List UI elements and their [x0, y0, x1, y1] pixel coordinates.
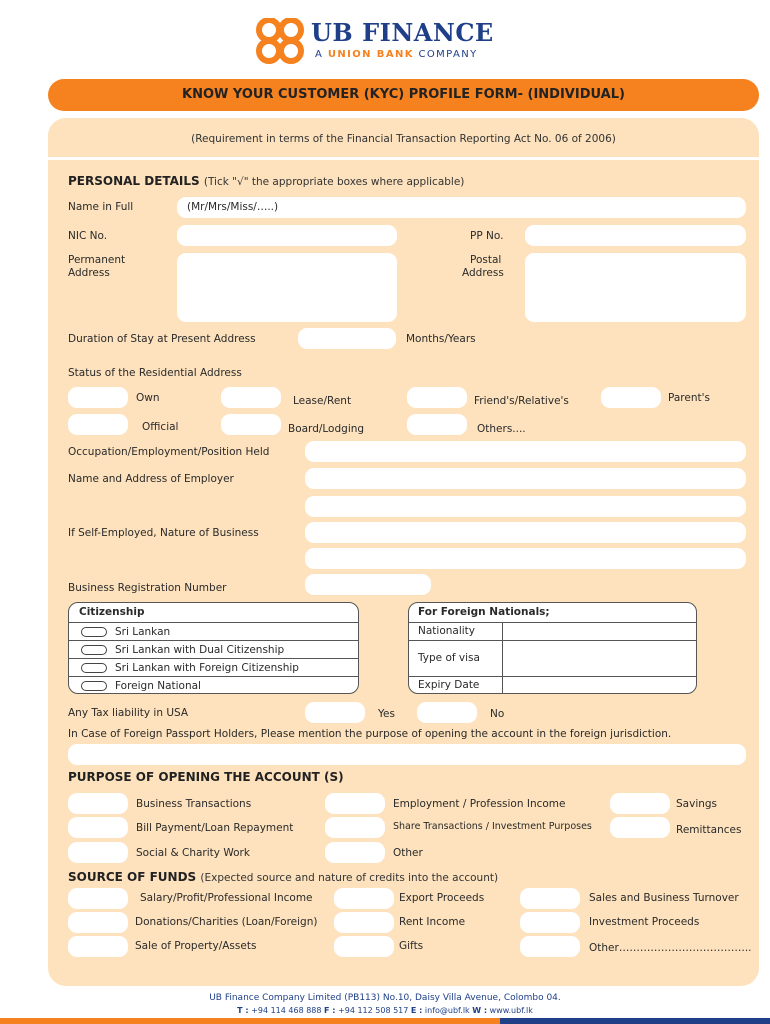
source-rent-label: Rent Income: [399, 916, 466, 928]
citizenship-option-label: Foreign National: [115, 680, 201, 692]
source-donations-checkbox[interactable]: [68, 912, 128, 933]
brn-label: Business Registration Number: [68, 582, 227, 594]
citizenship-option-sri-lankan[interactable]: [69, 622, 358, 640]
footer-email: info@ubf.lk: [424, 1006, 470, 1015]
table-divider: [409, 622, 696, 623]
status-parents-checkbox[interactable]: [601, 387, 661, 408]
status-friends-checkbox[interactable]: [407, 387, 467, 408]
citizenship-option-label: Sri Lankan with Foreign Citizenship: [115, 662, 299, 674]
citizenship-heading: Citizenship: [79, 606, 145, 618]
brand-subtitle: [315, 49, 478, 60]
pp-label: PP No.: [470, 230, 504, 242]
requirement-note: (Requirement in terms of the Financial Transaction Reporting Act No. 06 of 2006): [48, 118, 759, 160]
purpose-remittances-label: Remittances: [676, 824, 742, 836]
employer-field-2[interactable]: [305, 496, 746, 517]
citizenship-option-foreign-national[interactable]: [69, 676, 358, 694]
brand-sub-suffix: COMPANY: [418, 49, 478, 60]
source-heading-text: SOURCE OF FUNDS: [68, 870, 197, 884]
self-employed-field-2[interactable]: [305, 548, 746, 569]
occupation-field[interactable]: [305, 441, 746, 462]
source-export-label: Export Proceeds: [399, 892, 485, 904]
source-export-checkbox[interactable]: [334, 888, 394, 909]
purpose-remittances-checkbox[interactable]: [610, 817, 670, 838]
footer-email-label: E :: [410, 1006, 423, 1015]
pp-field[interactable]: [525, 225, 746, 246]
self-employed-field-1[interactable]: [305, 522, 746, 543]
status-official-checkbox[interactable]: [68, 414, 128, 435]
status-others-label: Others....: [477, 423, 526, 435]
citizenship-option-label: Sri Lankan with Dual Citizenship: [115, 644, 285, 656]
tax-no-label: No: [490, 708, 505, 720]
foreign-purpose-field[interactable]: [68, 744, 746, 765]
status-own-label: Own: [136, 392, 160, 404]
occupation-label: Occupation/Employment/Position Held: [68, 446, 270, 458]
citizenship-pill-icon[interactable]: [81, 681, 107, 691]
citizenship-pill-icon[interactable]: [81, 645, 107, 655]
footer-stripe-orange: [0, 1018, 500, 1024]
visa-type-label: Type of visa: [418, 652, 480, 664]
status-parents-label: Parent's: [668, 392, 710, 404]
brand-name: UB FINANCE: [311, 18, 494, 47]
source-donations-label: Donations/Charities (Loan/Foreign): [135, 916, 318, 928]
brand-sub-prefix: A: [315, 49, 324, 60]
source-investment-checkbox[interactable]: [520, 912, 580, 933]
table-divider: [409, 676, 696, 677]
source-sales-label: Sales and Business Turnover: [589, 892, 739, 904]
purpose-other-checkbox[interactable]: [325, 842, 385, 863]
status-boarding-label: Board/Lodging: [288, 423, 365, 435]
purpose-share-checkbox[interactable]: [325, 817, 385, 838]
purpose-business-checkbox[interactable]: [68, 793, 128, 814]
foreign-purpose-label: In Case of Foreign Passport Holders, Please mention the purpose of opening the account in the foreign jurisdiction.: [68, 728, 672, 740]
status-own-checkbox[interactable]: [68, 387, 128, 408]
footer-contacts: [0, 1006, 770, 1015]
brand-sub-highlight: UNION BANK: [327, 49, 414, 60]
tax-yes-label: Yes: [378, 708, 395, 720]
brn-field[interactable]: [305, 574, 431, 595]
name-field[interactable]: [177, 197, 746, 218]
table-divider: [502, 622, 503, 694]
footer-fax-label: F :: [324, 1006, 336, 1015]
footer-address: UB Finance Company Limited (PB113) No.10, Daisy Villa Avenue, Colombo 04.: [209, 993, 561, 1003]
tax-yes-checkbox[interactable]: [305, 702, 365, 723]
source-other-label: Other………………………………..: [589, 942, 752, 954]
tax-no-checkbox[interactable]: [417, 702, 477, 723]
nic-field[interactable]: [177, 225, 397, 246]
personal-heading-text: PERSONAL DETAILS: [68, 174, 200, 188]
purpose-other-label: Other: [393, 847, 423, 859]
duration-unit: Months/Years: [406, 333, 476, 345]
status-lease-label: Lease/Rent: [293, 395, 352, 407]
source-other-checkbox[interactable]: [520, 936, 580, 957]
source-sales-checkbox[interactable]: [520, 888, 580, 909]
citizenship-option-dual[interactable]: [69, 640, 358, 658]
purpose-social-checkbox[interactable]: [68, 842, 128, 863]
permanent-address-field[interactable]: [177, 253, 397, 322]
purpose-social-label: Social & Charity Work: [136, 847, 250, 859]
residential-status-label: Status of the Residential Address: [68, 367, 242, 379]
nationality-label: Nationality: [418, 625, 476, 637]
footer-stripe-navy: [500, 1018, 770, 1024]
footer-phone: +94 114 468 888: [251, 1006, 322, 1015]
citizenship-option-foreign-citizenship[interactable]: [69, 658, 358, 676]
form-title: KNOW YOUR CUSTOMER (KYC) PROFILE FORM- (INDIVIDUAL): [48, 79, 759, 111]
nic-label: NIC No.: [68, 230, 108, 242]
status-official-label: Official: [142, 421, 179, 433]
name-label: Name in Full: [68, 201, 134, 213]
source-heading: [68, 870, 498, 884]
source-salary-checkbox[interactable]: [68, 888, 128, 909]
source-salary-label: Salary/Profit/Professional Income: [140, 892, 313, 904]
postal-address-label-1: Postal: [470, 254, 502, 266]
status-friends-label: Friend's/Relative's: [474, 395, 569, 407]
source-property-label: Sale of Property/Assets: [135, 940, 257, 952]
duration-field[interactable]: [298, 328, 396, 349]
footer-fax: +94 112 508 517: [338, 1006, 409, 1015]
citizenship-pill-icon[interactable]: [81, 663, 107, 673]
purpose-bill-label: Bill Payment/Loan Repayment: [136, 822, 294, 834]
foreign-nationals-table: [408, 602, 697, 694]
purpose-employment-checkbox[interactable]: [325, 793, 385, 814]
source-gifts-checkbox[interactable]: [334, 936, 394, 957]
source-heading-note: (Expected source and nature of credits into the account): [200, 872, 499, 884]
purpose-savings-checkbox[interactable]: [610, 793, 670, 814]
purpose-business-label: Business Transactions: [136, 798, 252, 810]
purpose-heading: PURPOSE OF OPENING THE ACCOUNT (S): [68, 770, 344, 784]
status-others-checkbox[interactable]: [407, 414, 467, 435]
purpose-share-label: Share Transactions / Investment Purposes: [393, 821, 592, 832]
permanent-address-label-2: Address: [68, 267, 110, 279]
status-boarding-checkbox[interactable]: [221, 414, 281, 435]
footer-web-label: W :: [472, 1006, 488, 1015]
table-divider: [409, 640, 696, 641]
source-rent-checkbox[interactable]: [334, 912, 394, 933]
company-logo: [255, 16, 515, 66]
expiry-date-label: Expiry Date: [418, 679, 480, 691]
permanent-address-label-1: Permanent: [68, 254, 126, 266]
source-investment-label: Investment Proceeds: [589, 916, 700, 928]
personal-details-heading: [68, 174, 464, 188]
name-placeholder: (Mr/Mrs/Miss/…..): [187, 201, 279, 213]
duration-label: Duration of Stay at Present Address: [68, 333, 256, 345]
citizenship-table: [68, 602, 359, 694]
postal-address-field[interactable]: [525, 253, 746, 322]
employer-label: Name and Address of Employer: [68, 473, 234, 485]
footer-web: www.ubf.lk: [489, 1006, 533, 1015]
personal-heading-note: (Tick "√" the appropriate boxes where applicable): [203, 176, 465, 188]
self-employed-label: If Self-Employed, Nature of Business: [68, 527, 259, 539]
status-lease-checkbox[interactable]: [221, 387, 281, 408]
postal-address-label-2: Address: [462, 267, 504, 279]
employer-field-1[interactable]: [305, 468, 746, 489]
purpose-bill-checkbox[interactable]: [68, 817, 128, 838]
purpose-employment-label: Employment / Profession Income: [393, 798, 566, 810]
footer-phone-label: T :: [237, 1006, 249, 1015]
citizenship-pill-icon[interactable]: [81, 627, 107, 637]
citizenship-option-label: Sri Lankan: [115, 626, 171, 638]
tax-liability-label: Any Tax liability in USA: [68, 707, 189, 719]
ub-logo-mark-icon: [255, 18, 307, 64]
purpose-savings-label: Savings: [676, 798, 718, 810]
source-gifts-label: Gifts: [399, 940, 424, 952]
source-property-checkbox[interactable]: [68, 936, 128, 957]
foreign-nationals-heading: For Foreign Nationals;: [418, 606, 550, 618]
